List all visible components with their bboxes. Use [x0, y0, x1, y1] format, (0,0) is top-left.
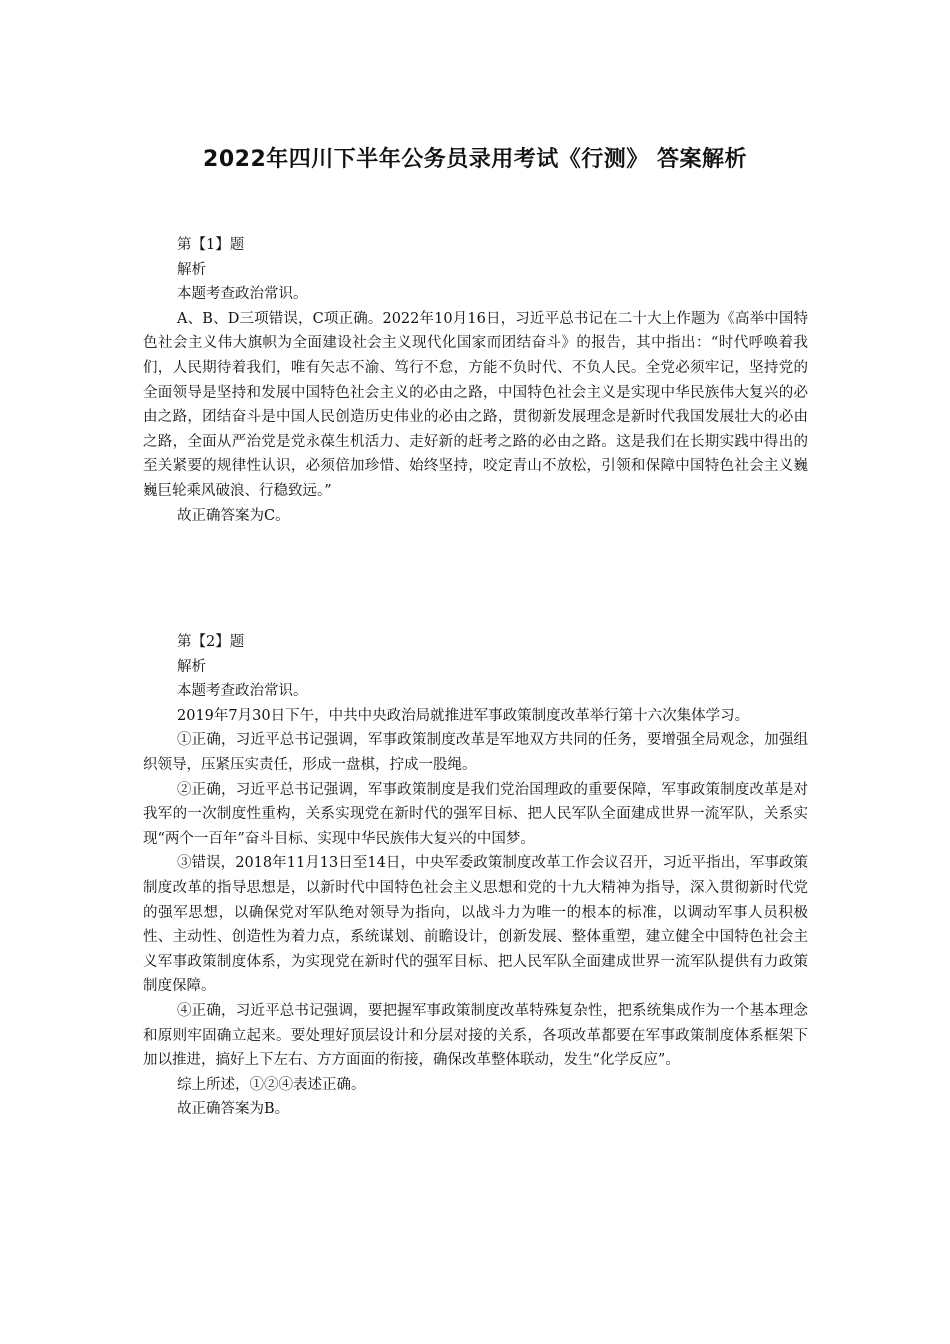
answer-line: 故正确答案为C。: [177, 507, 290, 524]
analysis-paragraph: ②正确，习近平总书记强调，军事政策制度是我们党治国理政的重要保障，军事政策制度改革是对我军的一次制度性重构，关系实现党在新时代的强军目标、把人民军队全面建成世界一流军队，关系实现“两个一百年”奋斗目标、实现中华民族伟大复兴的中国梦。: [143, 781, 808, 847]
question-label: 第【2】题: [177, 634, 245, 650]
answer-line: 故正确答案为B。: [177, 1101, 290, 1118]
question-block-1: [143, 233, 808, 528]
analysis-heading: 解析: [177, 261, 206, 278]
analysis-paragraph: ④正确，习近平总书记强调，要把握军事政策制度改革特殊复杂性，把系统集成作为一个基本理念和原则牢固确立起来。要处理好顶层设计和分层对接的关系，各项改革都要在军事政策制度体系框架下加以推进，搞好上下左右、方方面面的衔接，确保改革整体联动，发生“化学反应”。: [143, 1002, 808, 1069]
analysis-heading: 解析: [177, 658, 206, 675]
page-title: 2022年四川下半年公务员录用考试《行测》 答案解析: [203, 147, 747, 172]
analysis-paragraph: ③错误，2018年11月13日至14日，中央军委政策制度改革工作会议召开，习近平指出，军事政策制度改革的指导思想是，以新时代中国特色社会主义思想和党的十九大精神为指导，深入贯彻新时代党的强军思想，以确保党对军队绝对领导为指向，以战斗力为唯一的根本的标准，以调动军事人员积极性、主动性、创造性为着力点，系统谋划、前瞻设计，创新发展、整体重塑，建立健全中国特色社会主义军事政策制度体系，为实现党在新时代的强军目标、把人民军队全面建成世界一流军队提供有力政策制度保障。: [143, 855, 808, 995]
question-label: 第【1】题: [177, 237, 245, 253]
analysis-paragraph: A、B、D三项错误，C项正确。2022年10月16日，习近平总书记在二十大上作题为《高举中国特色社会主义伟大旗帜为全面建设社会主义现代化国家而团结奋斗》的报告，其中指出：“时代呼唤着我们，人民期待着我们，唯有矢志不渝、笃行不怠，方能不负时代、不负人民。全党必须牢记，坚持党的全面领导是坚持和发展中国特色社会主义的必由之路，中国特色社会主义是实现中华民族伟大复兴的必由之路，团结奋斗是中国人民创造历史伟业的必由之路，贯彻新发展理念是新时代我国发展壮大的必由之路，全面从严治党是党永葆生机活力、走好新的赶考之路的必由之路。这是我们在长期实践中得出的至关紧要的规律性认识，必须倍加珍惜、始终坚持，咬定青山不放松，引领和保障中国特色社会主义巍巍巨轮乘风破浪、行稳致远。”: [143, 310, 808, 499]
analysis-paragraph: ①正确，习近平总书记强调，军事政策制度改革是军地双方共同的任务，要增强全局观念，加强组织领导，压紧压实责任，形成一盘棋，拧成一股绳。: [143, 732, 808, 773]
analysis-paragraph: 2019年7月30日下午，中共中央政治局就推进军事政策制度改革举行第十六次集体学习。: [177, 707, 750, 724]
analysis-topic: 本题考查政治常识。: [177, 286, 308, 303]
question-block-2: [143, 630, 808, 1122]
summary-line: 综上所述，①②④表述正确。: [177, 1076, 366, 1093]
analysis-topic: 本题考查政治常识。: [177, 683, 308, 700]
